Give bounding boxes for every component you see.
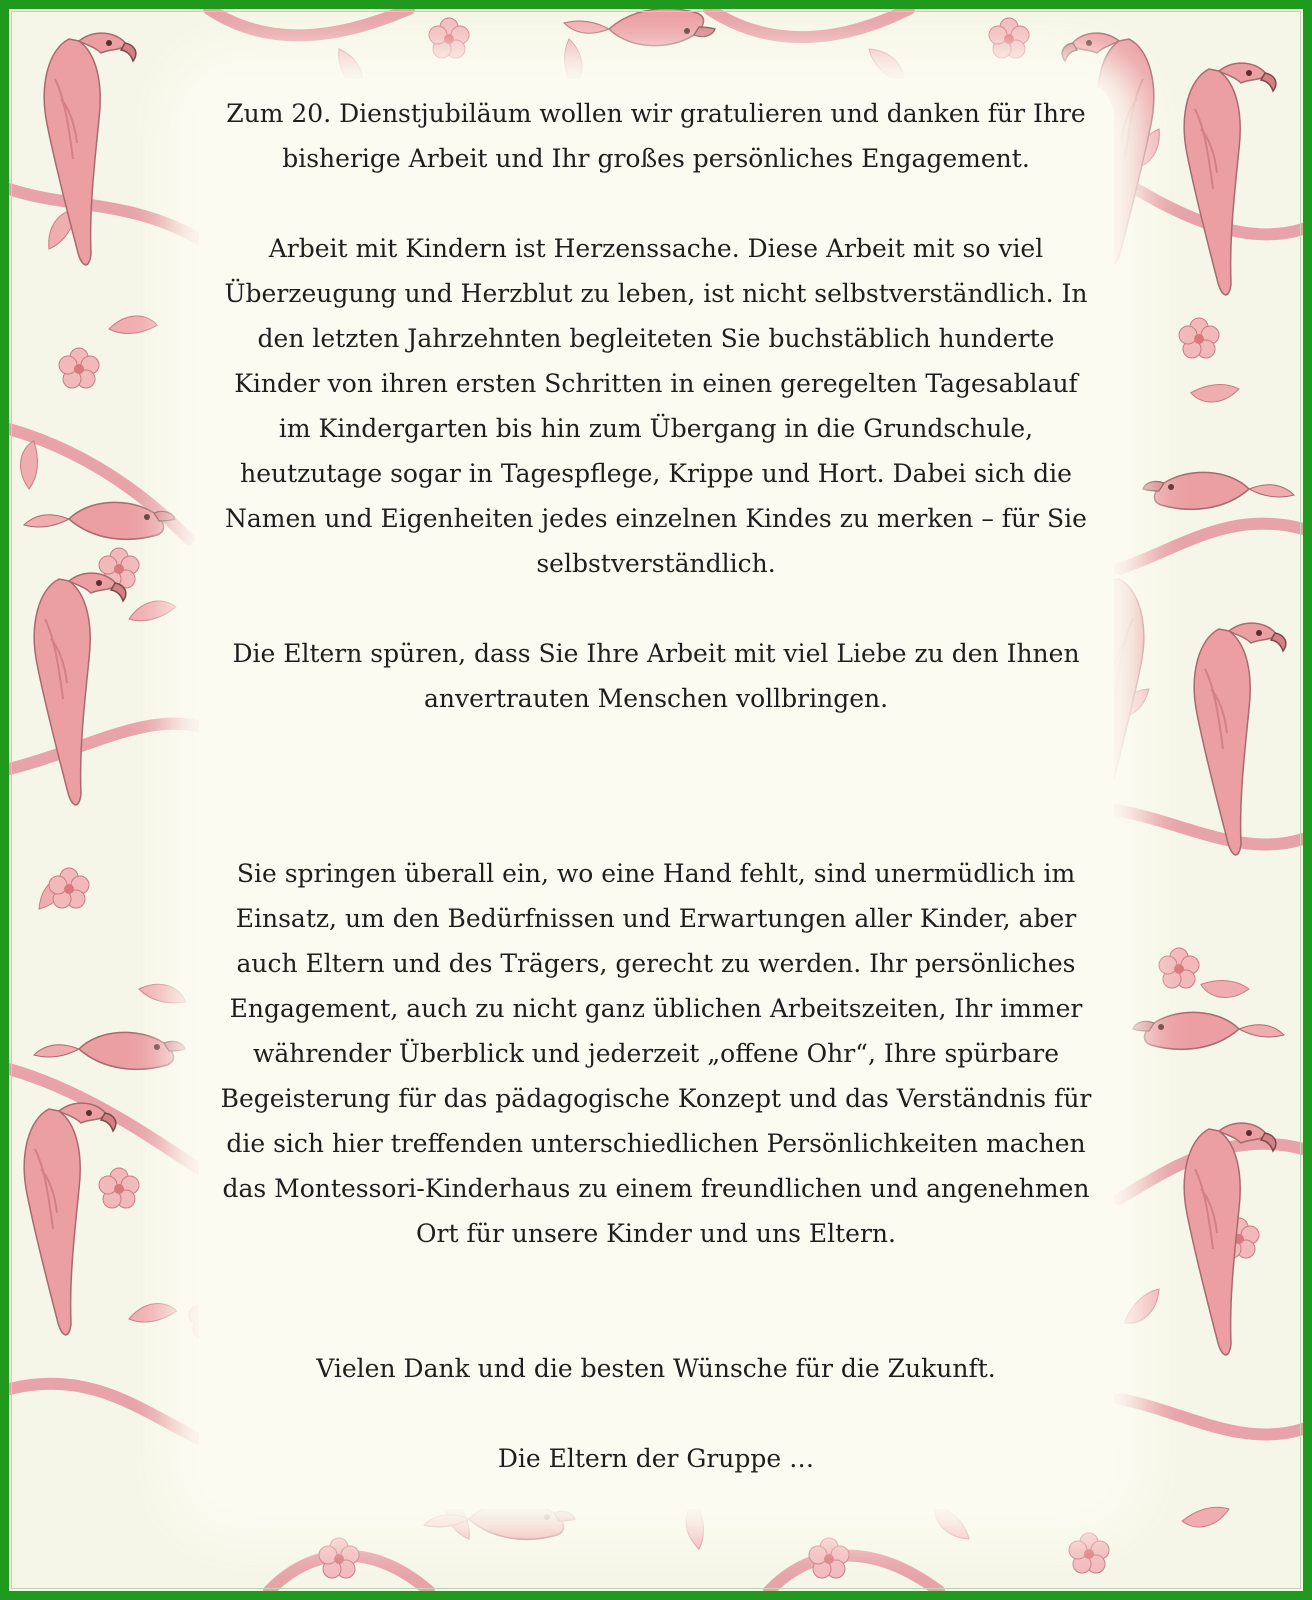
paragraph-2: Die Eltern spüren, dass Sie Ihre Arbeit mit viel Liebe zu den Ihnen anvertrauten Menschen vollbringen.	[232, 639, 1080, 713]
spacer	[201, 586, 1111, 631]
letter-body	[201, 91, 1111, 1481]
paragraph-3: Sie springen überall ein, wo eine Hand fehlt, sind unermüdlich im Einsatz, um den Bedürfnissen und Erwartungen aller Kinder, aber auch Eltern und des Trägers, gerecht zu werden. Ihr persönliches Engagement, auch zu nicht ganz üblichen Arbeitszeiten, Ihr immer währender Überblick und jederzeit „offene Ohr“, Ihre spürbare Begeisterung für das pädagogische Konzept und das Verständnis für die sich hier treffenden unterschiedlichen Persönlichkeiten machen das Montessori-Kinderhaus zu einem freundlichen und angenehmen Ort für unsere Kinder und uns Eltern.	[220, 859, 1092, 1248]
spacer	[201, 1391, 1111, 1436]
spacer	[201, 721, 1111, 851]
closing-line: Vielen Dank und die besten Wünsche für die Zukunft.	[316, 1354, 996, 1383]
intro-paragraph: Zum 20. Dienstjubiläum wollen wir gratulieren und danken für Ihre bisherige Arbeit und Ihr großes persönliches Engagement.	[226, 99, 1086, 173]
spacer	[201, 181, 1111, 226]
paragraph-1: Arbeit mit Kindern ist Herzenssache. Diese Arbeit mit so viel Überzeugung und Herzblut zu leben, ist nicht selbstverständlich. In den letzten Jahrzehnten begleiteten Sie buchstäblich hunderte Kinder von ihren ersten Schritten in einen geregelten Tagesablauf im Kindergarten bis hin zum Übergang in die Grundschule, heutzutage sogar in Tagespflege, Krippe und Hort. Dabei sich die Namen und Eigenheiten jedes einzelnen Kindes zu merken – für Sie selbstverständlich.	[224, 234, 1088, 578]
signature-line: Die Eltern der Gruppe …	[497, 1444, 815, 1473]
spacer	[201, 1256, 1111, 1346]
